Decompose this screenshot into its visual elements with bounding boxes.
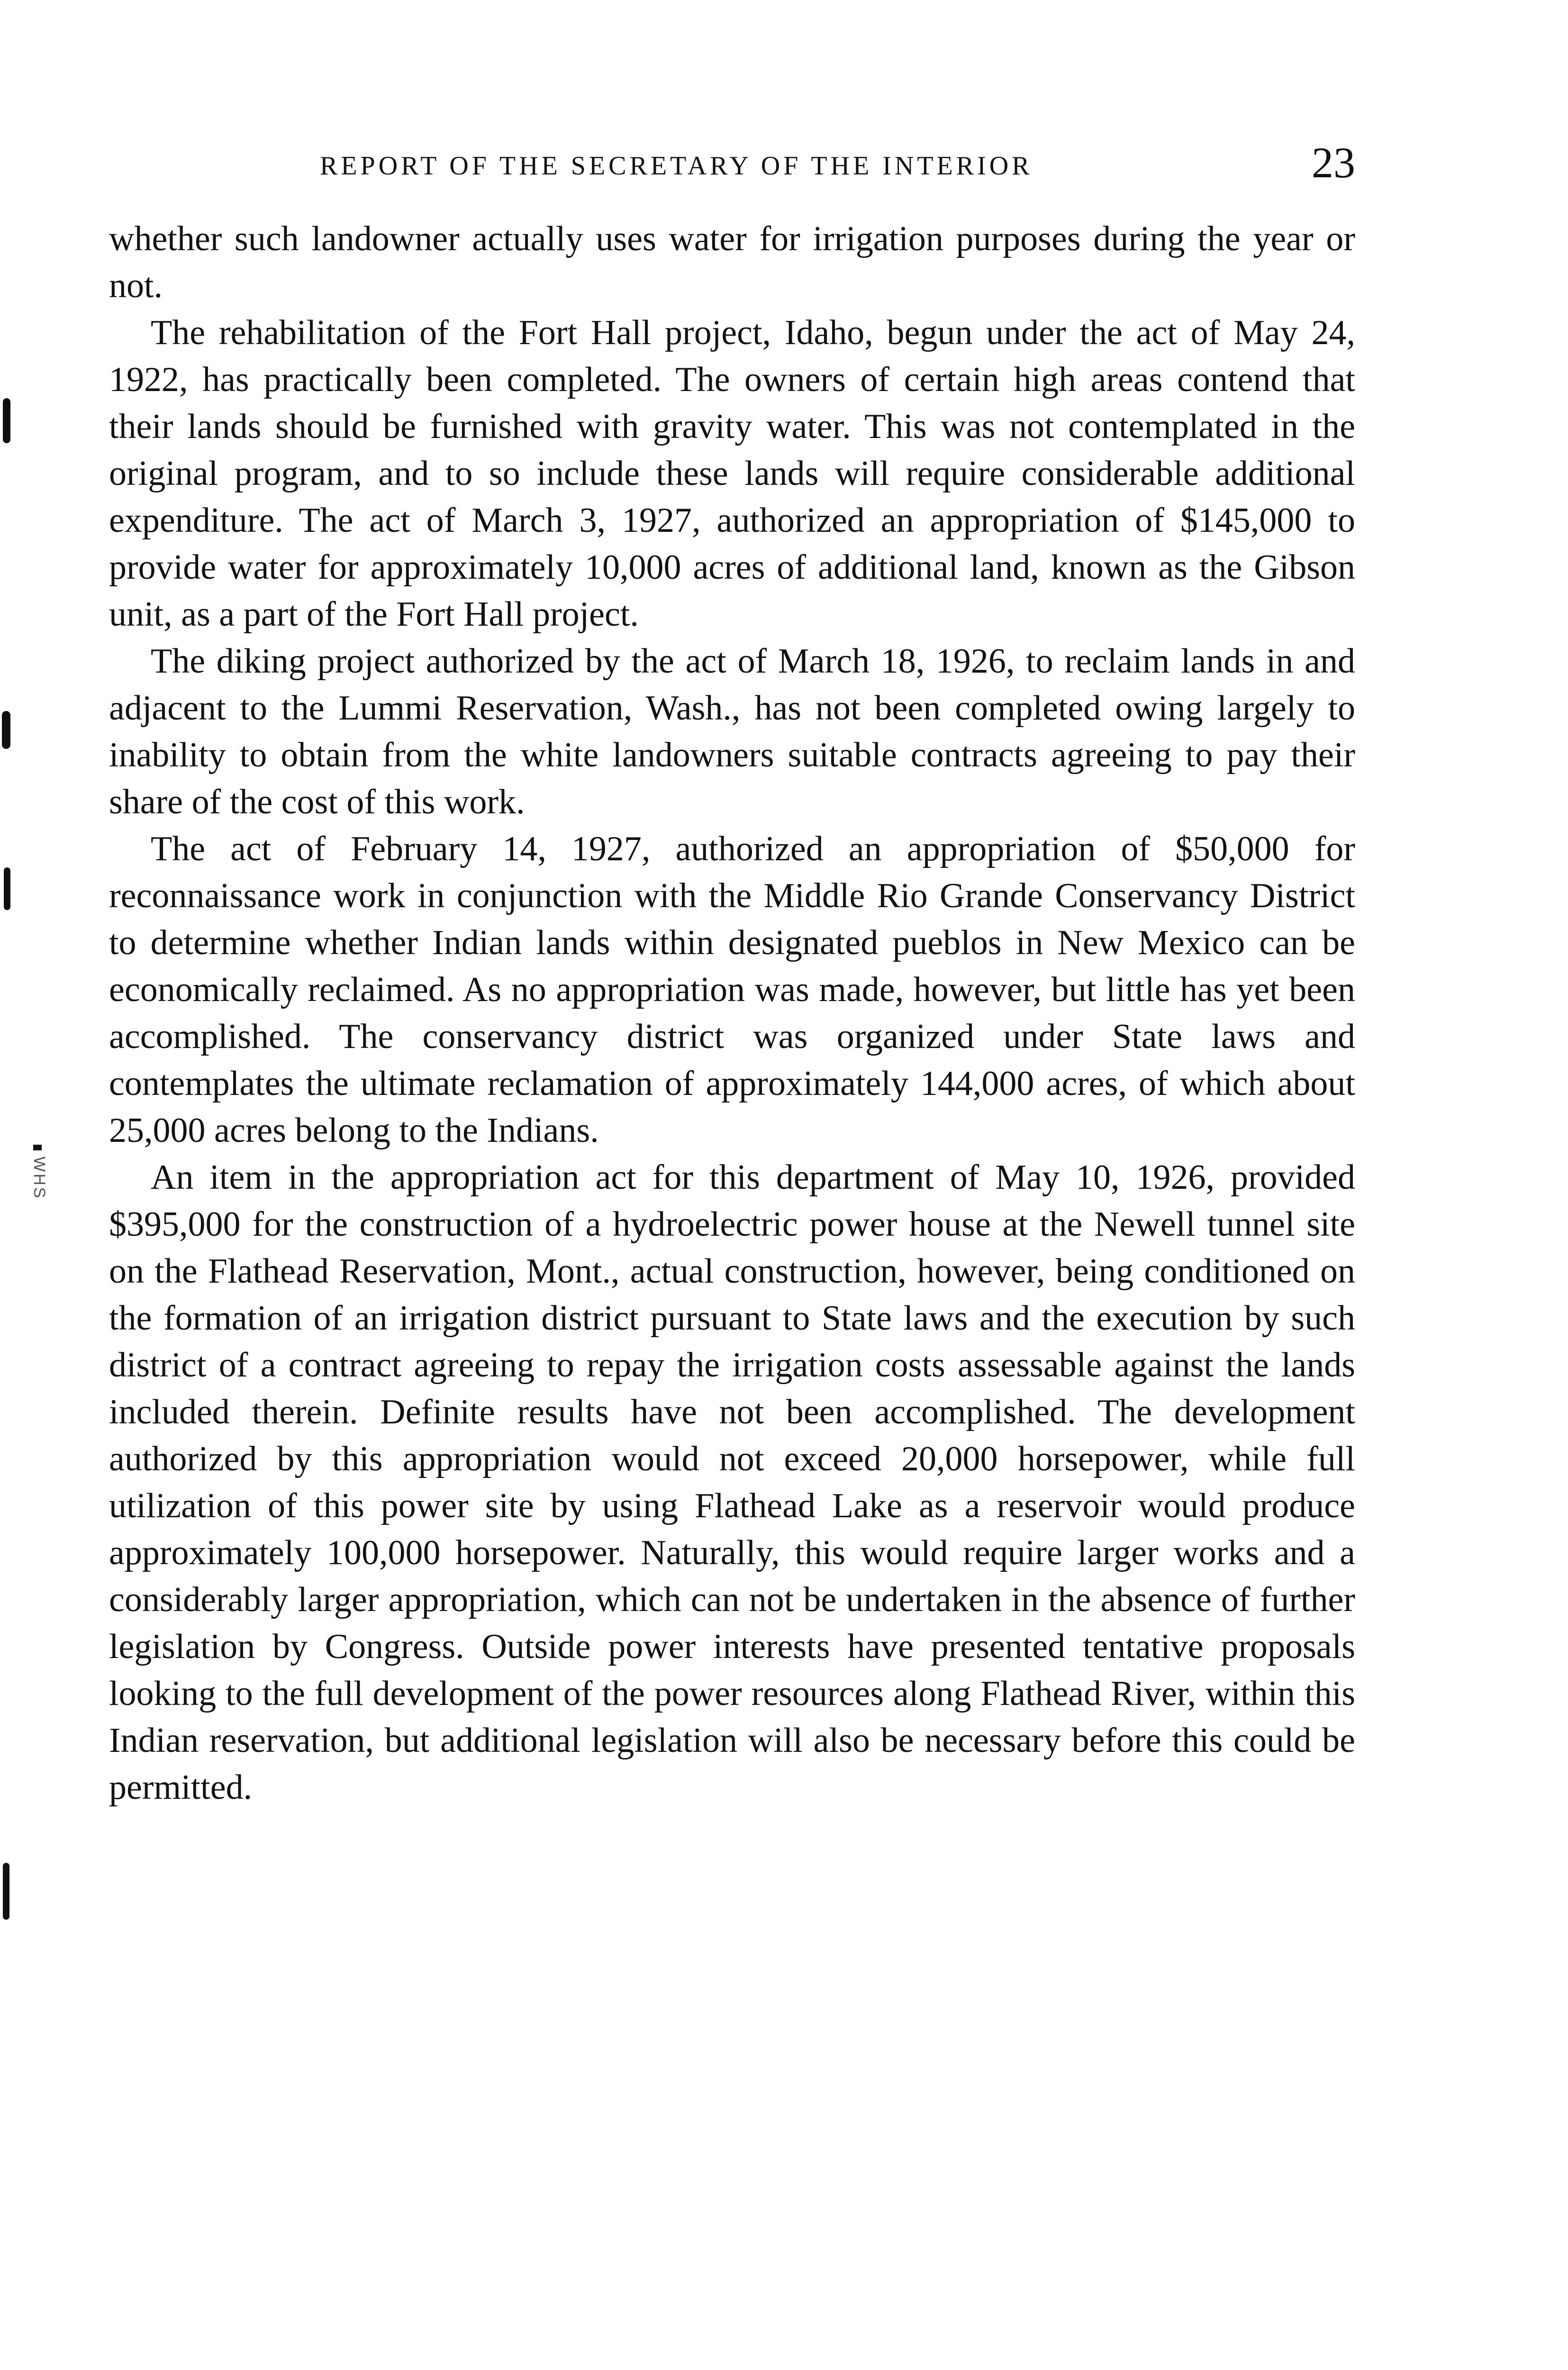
margin-dot [33, 1145, 42, 1150]
running-title: REPORT OF THE SECRETARY OF THE INTERIOR [320, 151, 1033, 181]
paragraph-lummi-diking: The diking project authorized by the act of March 18, 1926, to reclaim lands in and adjacent to the Lummi Reservation, Wash., has not been completed owing largely to inability to obtain from the white landowners suitable contracts agreeing to pay their share of the cost of this work. [109, 642, 1355, 821]
binding-edge-mark [2, 711, 10, 749]
page-header [109, 137, 1355, 190]
paragraph-rio-grande: The act of February 14, 1927, authorized an appropriation of $50,000 for reconnaissance work in conjunction with the Middle Rio Grande Conservancy District to determine whether Indian lands within designated pueblos in New Mexico can be economically reclaimed. As no appropriation was made, however, but little has yet been accomplished. The conservancy district was organized under State laws and contemplates the ultimate reclamation of approximately 144,000 acres, of which about 25,000 acres belong to the Indians. [109, 830, 1355, 1150]
paragraph-fort-hall: The rehabilitation of the Fort Hall project, Idaho, begun under the act of May 24, 1922, has practically been completed. The owners of certain high areas contend that their lands should be furnished with gravity water. This was not contemplated in the original program, and to so include these lands will require considerable additional expenditure. The act of March 3, 1927, authorized an appropriation of $145,000 to provide water for approximately 10,000 acres of additional land, known as the Gibson unit, as a part of the Fort Hall project. [109, 313, 1355, 634]
paragraph-flathead-power: An item in the appropriation act for this department of May 10, 1926, provided $395,000 for the construction of a hydroelectric power house at the Newell tunnel site on the Flathead Reservation, Mont., actual construction, however, being conditioned on the formation of an irrigation district pursuant to State laws and the execution by such district of a contract agreeing to repay the irrigation costs assessable against the lands included therein. Definite results have not been accomplished. The development authorized by this appropriation would not exceed 20,000 horsepower, while full utilization of this power site by using Flathead Lake as a reservoir would produce approximately 100,000 horsepower. Naturally, this would require larger works and a considerably larger appropriation, which can not be undertaken in the absence of further legislation by Congress. Outside power interests have presented tentative proposals looking to the full development of the power resources along Flathead River, within this Indian reservation, but additional legislation will also be necessary before this could be permitted. [109, 1158, 1355, 1807]
body-text [109, 216, 1355, 1811]
binding-edge-mark [3, 398, 10, 443]
page-number: 23 [1312, 138, 1355, 187]
binding-edge-mark [4, 867, 10, 910]
paragraph-continuation: whether such landowner actually uses water for irrigation purposes during the year or not. [109, 219, 1355, 305]
binding-edge-mark [3, 1863, 9, 1920]
library-stamp: WHS [30, 1157, 48, 1200]
